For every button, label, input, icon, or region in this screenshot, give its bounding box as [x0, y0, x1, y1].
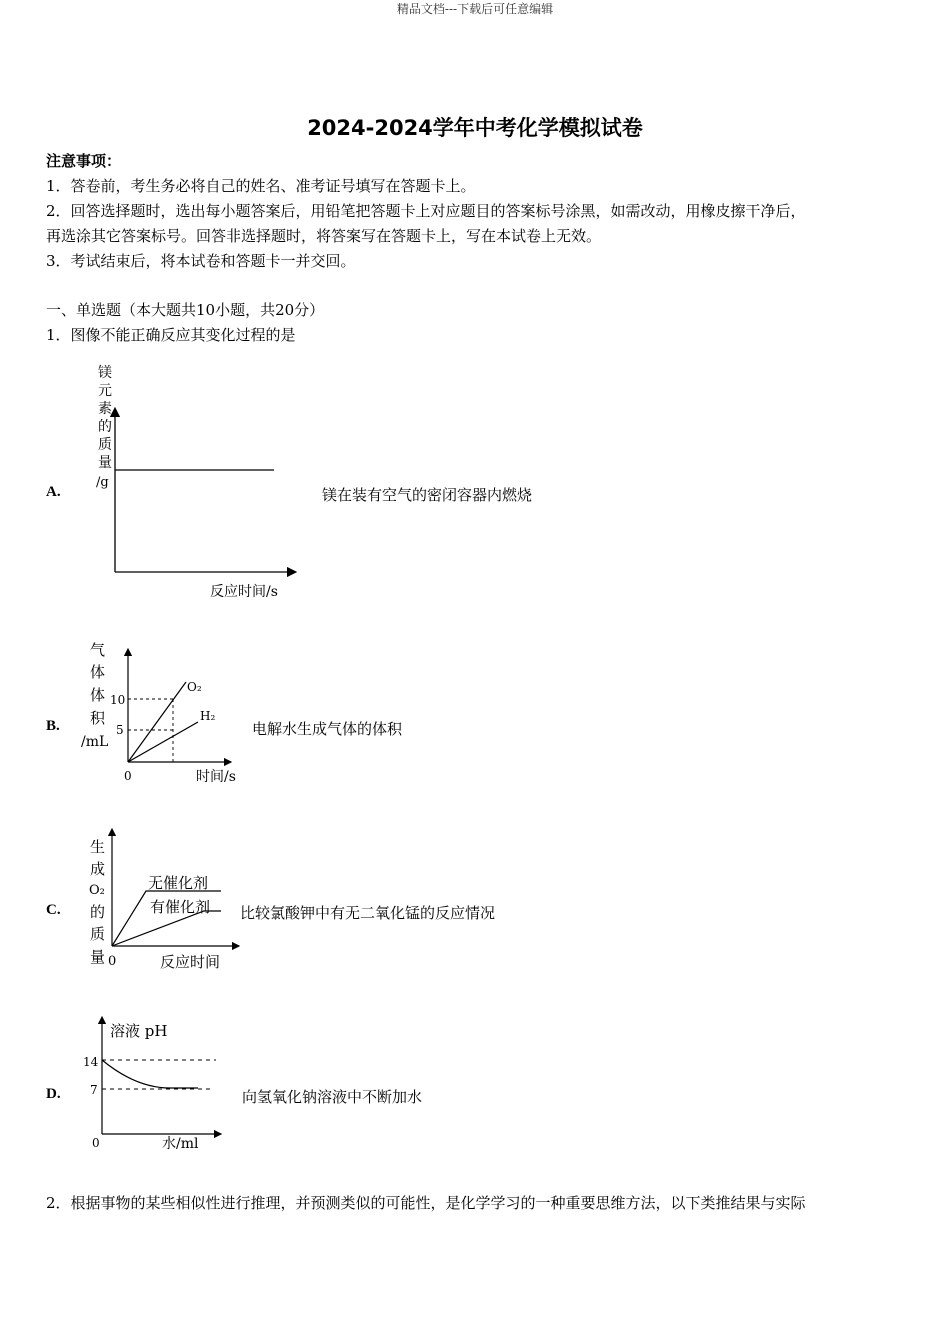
y-label-char: 气: [90, 641, 106, 659]
tick-14: 14: [83, 1055, 99, 1069]
notice-heading: 注意事项：: [46, 152, 122, 170]
option-a-graph: [80, 360, 310, 605]
tick-7: 7: [90, 1083, 98, 1097]
y-label-char: 积: [90, 709, 106, 727]
ph-curve: [102, 1060, 198, 1088]
y-label-char: 体: [90, 663, 106, 681]
notice-item-2: 2．回答选择题时，选出每小题答案后，用铅笔把答题卡上对应题目的答案标号涂黑，如需改动，用橡皮擦干净后，: [46, 202, 806, 220]
y-axis-label: 溶液 pH: [110, 1022, 168, 1040]
question-1-stem: 1．图像不能正确反应其变化过程的是: [46, 326, 296, 344]
y-label-char: 质: [98, 437, 112, 453]
option-a-description: 镁在装有空气的密闭容器内燃烧: [322, 486, 533, 504]
h2-label: H₂: [200, 709, 216, 723]
origin-label: 0: [124, 769, 132, 783]
option-b-description: 电解水生成气体的体积: [252, 720, 403, 738]
option-b-letter: B.: [46, 718, 60, 734]
tick-5: 5: [116, 723, 124, 737]
x-axis-label: 反应时间/s: [210, 584, 278, 600]
section-heading: 一、单选题（本大题共10小题，共20分）: [46, 301, 325, 319]
y-label-char: 体: [90, 686, 106, 704]
tick-10: 10: [110, 693, 126, 707]
y-label-unit: /mL: [81, 734, 109, 750]
y-label-char: 素: [98, 401, 112, 417]
y-label-unit: /g: [96, 475, 109, 490]
notice-item-2-cont: 再选涂其它答案标号。回答非选择题时，将答案写在答题卡上，写在本试卷上无效。: [46, 227, 602, 245]
x-axis-label: 反应时间: [160, 953, 221, 971]
o2-line: [128, 682, 186, 762]
y-label-char: 量: [98, 455, 112, 471]
question-2-stem: 2．根据事物的某些相似性进行推理，并预测类似的可能性，是化学学习的一种重要思维方法，以下类推结果与实际: [46, 1194, 806, 1212]
option-d-letter: D.: [46, 1086, 61, 1102]
page-title: 2024-2024学年中考化学模拟试卷: [307, 116, 643, 140]
y-label-char: 生: [90, 838, 106, 856]
catalyst-label: 有催化剂: [150, 898, 211, 916]
origin-label: 0: [108, 954, 117, 969]
option-c-description: 比较氯酸钾中有无二氧化锰的反应情况: [240, 904, 496, 922]
origin-label: 0: [92, 1136, 100, 1150]
y-label-char: 镁: [98, 365, 112, 381]
y-label-char: 质: [90, 925, 106, 943]
notice-item-3: 3．考试结束后，将本试卷和答题卡一并交回。: [46, 252, 356, 270]
y-label-char: 的: [98, 419, 112, 435]
h2-line: [128, 722, 198, 762]
option-a-letter: A.: [46, 484, 61, 500]
o2-label: O₂: [187, 680, 202, 694]
y-label-char: 的: [90, 903, 106, 921]
y-label-char: 量: [90, 948, 106, 966]
catalyst-line: [112, 911, 221, 946]
option-c-letter: C.: [46, 902, 61, 918]
x-axis-label: 时间/s: [196, 769, 236, 785]
option-d-description: 向氢氧化钠溶液中不断加水: [242, 1088, 423, 1106]
page-header: 精品文档---下载后可任意编辑: [396, 2, 554, 16]
option-c-graph: [84, 828, 244, 976]
y-label-char: 成: [90, 860, 106, 878]
no-catalyst-label: 无催化剂: [148, 874, 209, 892]
y-label-char: 元: [98, 383, 112, 399]
y-label-char: O₂: [89, 883, 105, 898]
x-axis-label: 水/ml: [162, 1136, 199, 1152]
notice-item-1: 1．答卷前，考生务必将自己的姓名、准考证号填写在答题卡上。: [46, 177, 476, 195]
option-d-graph: [78, 1014, 228, 1154]
option-b-graph: [78, 638, 253, 790]
